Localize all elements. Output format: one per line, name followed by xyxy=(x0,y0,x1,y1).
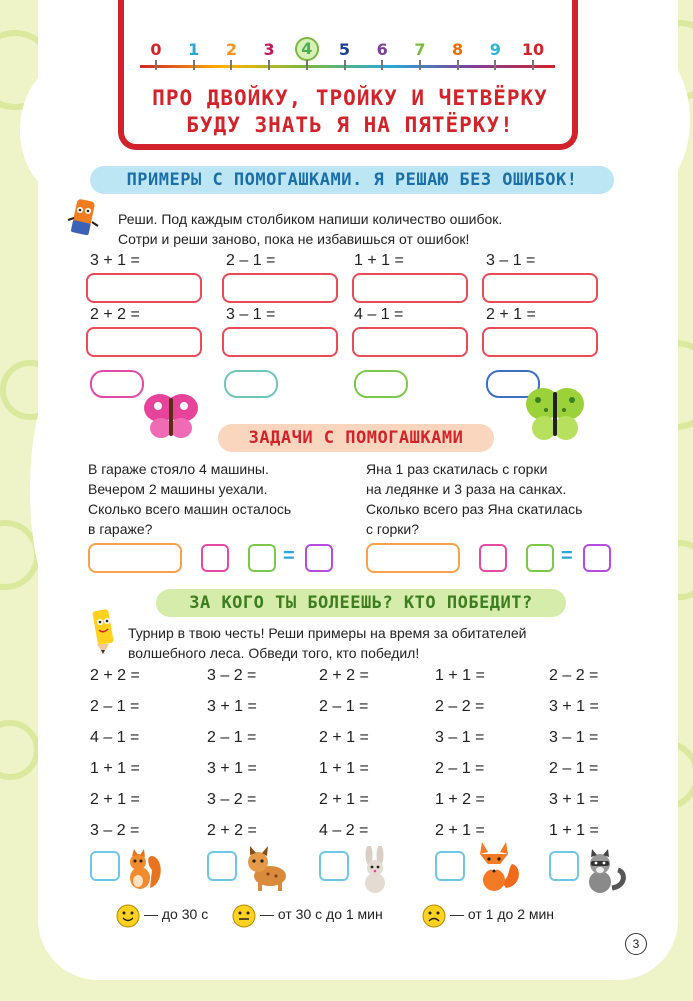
task-answer-box[interactable] xyxy=(366,543,460,573)
number-line-number: 5 xyxy=(338,40,351,59)
fox-icon[interactable] xyxy=(472,842,522,894)
equals-sign: = xyxy=(283,545,295,567)
tournament-equation: 3 – 2 = xyxy=(207,667,257,684)
lynx-icon[interactable] xyxy=(244,846,292,892)
tournament-equation: 3 – 2 = xyxy=(207,791,257,808)
task-answer-box[interactable] xyxy=(88,543,182,573)
tournament-equation: 1 + 1 = xyxy=(319,760,369,777)
section-banner-examples: ПРИМЕРЫ С ПОМОГАШКАМИ. Я РЕШАЮ БЕЗ ОШИБОК! xyxy=(90,166,614,194)
tournament-equation: 2 – 1 = xyxy=(90,698,140,715)
winner-time-box[interactable] xyxy=(90,851,120,881)
answer-box[interactable] xyxy=(352,273,468,303)
number-line-tick xyxy=(344,60,346,70)
number-line-number: 0 xyxy=(150,40,162,59)
example-equation: 2 + 1 = xyxy=(486,306,536,323)
number-line xyxy=(140,40,555,70)
number-line-tick xyxy=(457,60,459,70)
tournament-equation: 3 + 1 = xyxy=(549,791,599,808)
tournament-equation: 2 – 1 = xyxy=(319,698,369,715)
number-line-tick xyxy=(532,60,534,70)
tournament-equation: 2 – 2 = xyxy=(435,698,485,715)
instruction-text: Турнир в твою честь! Реши примеры на время за обитателей xyxy=(128,625,527,641)
tournament-equation: 1 + 2 = xyxy=(435,791,485,808)
winner-time-box[interactable] xyxy=(549,851,579,881)
tournament-equation: 1 + 1 = xyxy=(90,760,140,777)
page-sheet-edge xyxy=(30,380,90,600)
neutral-smiley-icon xyxy=(232,904,256,928)
tournament-equation: 1 + 1 = xyxy=(549,822,599,839)
task-text: Сколько всего машин осталось xyxy=(88,501,292,517)
answer-box[interactable] xyxy=(482,327,598,357)
equals-sign: = xyxy=(561,545,573,567)
tournament-equation: 4 – 1 = xyxy=(90,729,140,746)
task-text: Вечером 2 машины уехали. xyxy=(88,481,268,497)
task-number-box[interactable] xyxy=(526,544,554,572)
number-line-tick xyxy=(306,60,308,70)
number-line-number: 2 xyxy=(225,40,237,59)
example-equation: 3 – 1 = xyxy=(486,252,536,269)
winner-time-box[interactable] xyxy=(319,851,349,881)
answer-box[interactable] xyxy=(222,327,338,357)
answer-box[interactable] xyxy=(222,273,338,303)
task-number-box[interactable] xyxy=(201,544,229,572)
legend-text: — от 1 до 2 мин xyxy=(450,906,555,922)
task-number-box[interactable] xyxy=(583,544,611,572)
page-number: 3 xyxy=(625,933,647,955)
task-text: Яна 1 раз скатилась с горки xyxy=(366,461,548,477)
number-line-tick xyxy=(419,60,421,70)
tournament-equation: 2 + 2 = xyxy=(207,822,257,839)
number-line-number: 8 xyxy=(452,40,464,59)
error-count-box[interactable] xyxy=(90,370,144,398)
happy-smiley-icon xyxy=(116,904,140,928)
error-count-box[interactable] xyxy=(224,370,278,398)
number-line-number: 7 xyxy=(414,40,426,59)
number-line-tick xyxy=(268,60,270,70)
tournament-equation: 3 + 1 = xyxy=(207,698,257,715)
number-line-number: 10 xyxy=(521,40,545,59)
tournament-equation: 3 – 2 = xyxy=(90,822,140,839)
legend-text: — от 30 с до 1 мин xyxy=(260,906,383,922)
number-line-tick xyxy=(193,60,195,70)
tournament-equation: 2 + 1 = xyxy=(319,791,369,808)
winner-time-box[interactable] xyxy=(207,851,237,881)
example-equation: 1 + 1 = xyxy=(354,252,404,269)
section-banner-tournament: ЗА КОГО ТЫ БОЛЕЕШЬ? КТО ПОБЕДИТ? xyxy=(156,589,566,617)
number-line-tick xyxy=(230,60,232,70)
example-equation: 3 – 1 = xyxy=(226,306,276,323)
number-line-number: 1 xyxy=(188,40,200,59)
task-text: на ледянке и 3 раза на санках. xyxy=(366,481,567,497)
task-number-box[interactable] xyxy=(248,544,276,572)
task-text: Сколько всего раз Яна скатилась xyxy=(366,501,583,517)
winner-time-box[interactable] xyxy=(435,851,465,881)
example-equation: 2 + 2 = xyxy=(90,306,140,323)
decor-ring xyxy=(0,720,40,780)
butterfly-pink-icon xyxy=(142,390,200,444)
number-line-number: 6 xyxy=(376,40,388,59)
tournament-equation: 2 + 2 = xyxy=(319,667,369,684)
number-line-bar xyxy=(140,65,555,68)
raccoon-icon[interactable] xyxy=(582,848,626,894)
task-text: в гараже? xyxy=(88,521,153,537)
instruction-text: волшебного леса. Обведи того, кто победил! xyxy=(128,645,420,661)
number-line-tick xyxy=(155,60,157,70)
number-line-number: 3 xyxy=(263,40,275,59)
tournament-equation: 3 – 1 = xyxy=(549,729,599,746)
tournament-equation: 2 – 2 = xyxy=(549,667,599,684)
instruction-text: Сотри и реши заново, пока не избавишься от ошибок! xyxy=(118,231,470,247)
tournament-equation: 2 – 1 = xyxy=(549,760,599,777)
page-title-line2: БУДУ ЗНАТЬ Я НА ПЯТЁРКУ! xyxy=(186,113,514,137)
number-line-tick xyxy=(381,60,383,70)
example-equation: 2 – 1 = xyxy=(226,252,276,269)
error-count-box[interactable] xyxy=(354,370,408,398)
tournament-equation: 1 + 1 = xyxy=(435,667,485,684)
tournament-equation: 3 – 1 = xyxy=(435,729,485,746)
number-line-number: 9 xyxy=(489,40,501,59)
legend-text: — до 30 с xyxy=(144,906,209,922)
rabbit-icon[interactable] xyxy=(358,846,392,894)
number-line-number: 4 xyxy=(295,37,319,61)
squirrel-icon[interactable] xyxy=(124,848,164,892)
tournament-equation: 2 + 1 = xyxy=(90,791,140,808)
sad-smiley-icon xyxy=(422,904,446,928)
task-text: с горки? xyxy=(366,521,419,537)
butterfly-green-icon xyxy=(524,382,586,448)
tournament-equation: 2 – 1 = xyxy=(435,760,485,777)
eraser-mascot-icon xyxy=(64,196,102,244)
answer-box[interactable] xyxy=(352,327,468,357)
example-equation: 4 – 1 = xyxy=(354,306,404,323)
tournament-equation: 4 – 2 = xyxy=(319,822,369,839)
tournament-equation: 2 – 1 = xyxy=(207,729,257,746)
number-line-tick xyxy=(494,60,496,70)
pencil-mascot-icon xyxy=(88,604,118,656)
answer-box[interactable] xyxy=(86,273,202,303)
example-equation: 3 + 1 = xyxy=(90,252,140,269)
task-number-box[interactable] xyxy=(305,544,333,572)
task-number-box[interactable] xyxy=(479,544,507,572)
page-title-line1: ПРО ДВОЙКУ, ТРОЙКУ И ЧЕТВЁРКУ xyxy=(152,86,548,110)
tournament-equation: 3 + 1 = xyxy=(207,760,257,777)
tournament-equation: 2 + 2 = xyxy=(90,667,140,684)
answer-box[interactable] xyxy=(482,273,598,303)
answer-box[interactable] xyxy=(86,327,202,357)
section-banner-tasks: ЗАДАЧИ С ПОМОГАШКАМИ xyxy=(218,424,494,452)
tournament-equation: 2 + 1 = xyxy=(435,822,485,839)
task-text: В гараже стояло 4 машины. xyxy=(88,461,269,477)
instruction-text: Реши. Под каждым столбиком напиши количество ошибок. xyxy=(118,211,503,227)
tournament-equation: 3 + 1 = xyxy=(549,698,599,715)
tournament-equation: 2 + 1 = xyxy=(319,729,369,746)
